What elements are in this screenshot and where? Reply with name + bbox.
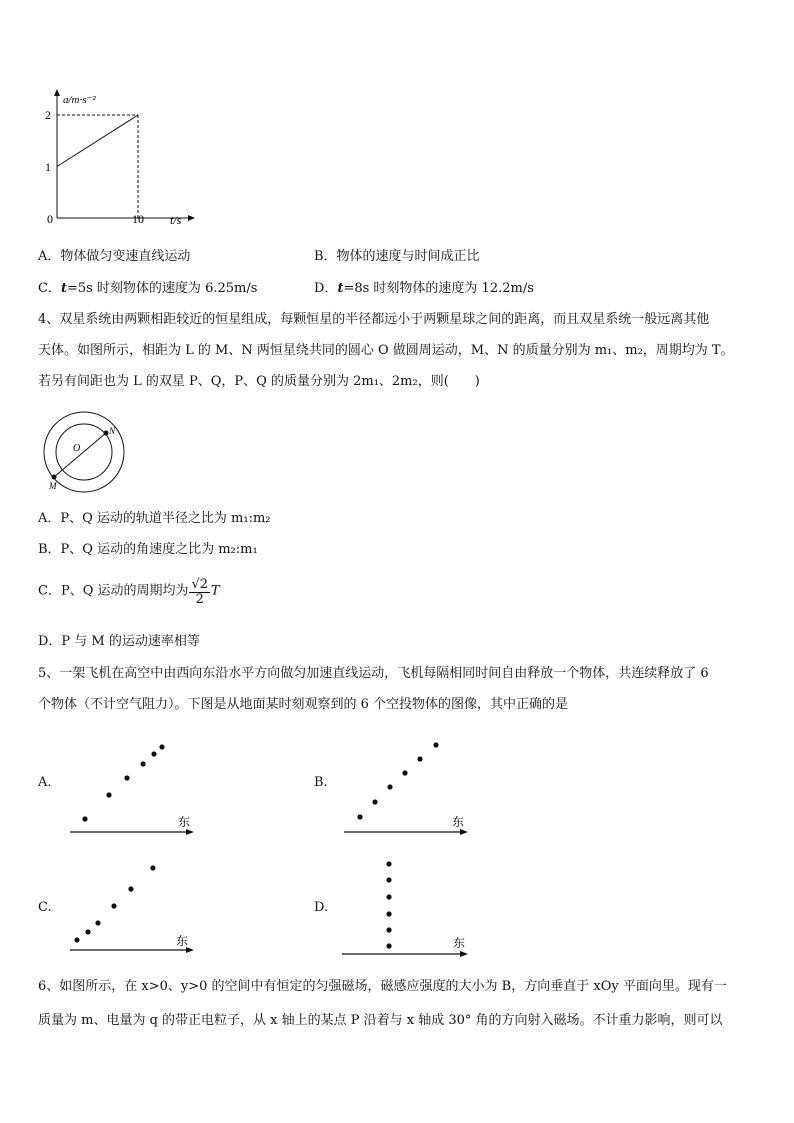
q5-panel-a [66, 735, 206, 840]
q4-stem-line1: 4、双星系统由两颗相距较近的恒星组成，每颗恒星的半径都远小于两颗星球之间的距离，而且双星系统一般远离其他 [38, 312, 710, 327]
q3-option-d-prefix: D． [314, 281, 338, 296]
q4-stem-line3: 若另有间距也为 L 的双星 P、Q，P、Q 的质量分别为 2m₁、2m₂，则( ) [38, 374, 480, 389]
drop-point [402, 770, 407, 775]
q3-option-c [38, 282, 257, 297]
drop-point [106, 792, 111, 797]
east-label: 东 [453, 936, 466, 950]
q4-stem-line2: 天体。如图所示，相距为 L 的 M、N 两恒星绕共同的圆心 O 做圆周运动，M、N 的质量分别为 m₁、m₂，周期均为 T。 [38, 343, 734, 358]
star-m [52, 475, 57, 480]
drop-point [386, 894, 391, 899]
drop-point [417, 756, 422, 761]
star-n [104, 431, 109, 436]
drop-point [386, 927, 391, 932]
binary-star-figure [36, 408, 136, 498]
y-axis-arrow [54, 89, 60, 96]
drop-point [85, 929, 90, 934]
a-t-line [57, 115, 138, 167]
q6-stem-line1: 6、如图所示，在 x>0、y>0 的空间中有恒定的匀强磁场，磁感应强度的大小为 B，方向垂直于 xOy 平面向里。现有一 [38, 979, 727, 994]
drop-point [372, 799, 377, 804]
q4-option-b: B．P、Q 运动的角速度之比为 m₂:m₁ [38, 542, 258, 557]
acceleration-time-graph [30, 85, 210, 230]
drop-point [386, 877, 391, 882]
q4-option-c-suffix: T [211, 583, 220, 599]
q5-panel-b [340, 735, 480, 840]
drop-point [387, 784, 392, 789]
y-axis-label: a/m·s⁻² [63, 94, 96, 106]
drop-point [74, 937, 79, 942]
q5-panel-a-label: A. [38, 775, 52, 790]
drop-point [124, 775, 129, 780]
drop-point [159, 744, 164, 749]
drop-point [386, 861, 391, 866]
drop-point [357, 814, 362, 819]
drop-point [140, 761, 145, 766]
drop-point [151, 751, 156, 756]
east-arrow [460, 829, 468, 835]
label-m: M [49, 481, 57, 491]
label-o: O [73, 443, 81, 454]
q4-option-c-fraction [189, 578, 210, 606]
q5-panel-c-label: C. [38, 900, 52, 915]
drop-point [433, 742, 438, 747]
fraction-denominator: 2 [195, 591, 204, 607]
drop-point [95, 920, 100, 925]
drop-point [111, 903, 116, 908]
drop-point [386, 911, 391, 916]
drop-point [128, 886, 133, 891]
q3-option-c-prefix: C． [38, 281, 61, 296]
y-tick-2: 2 [45, 108, 51, 122]
q5-panel-b-label: B. [314, 775, 328, 790]
east-label: 东 [452, 815, 465, 829]
q3-option-d [314, 282, 534, 297]
q4-option-c-prefix: C．P、Q 运动的周期均为 [38, 583, 189, 599]
q6-stem-line2: 质量为 m、电量为 q 的带正电粒子，从 x 轴上的某点 P 沿着与 x 轴成 30° 角的方向射入磁场。不计重力影响，则可以 [38, 1013, 723, 1028]
q3-option-c-var: t [60, 281, 67, 296]
label-n: N [109, 426, 116, 436]
q3-option-b: B．物体的速度与时间成正比 [314, 249, 480, 264]
q4-option-a: A．P、Q 运动的轨道半径之比为 m₁:m₂ [38, 511, 271, 526]
origin-label: 0 [47, 212, 53, 226]
x-axis-arrow [188, 215, 195, 221]
q3-option-c-rest: =5s 时刻物体的速度为 6.25m/s [66, 281, 258, 296]
y-tick-1: 1 [45, 160, 51, 174]
q3-option-d-var: t [337, 281, 344, 296]
x-tick-10: 10 [132, 212, 144, 226]
drop-point [150, 865, 155, 870]
q5-stem-line2: 个物体（不计空气阻力）。下图是从地面某时刻观察到的 6 个空投物体的图像，其中正确的是 [38, 697, 569, 712]
fraction-numerator: √2 [191, 577, 209, 592]
q4-option-d: D．P 与 M 的运动速率相等 [38, 634, 200, 649]
drop-point [82, 816, 87, 821]
east-label: 东 [178, 815, 191, 829]
q3-option-a: A．物体做匀变速直线运动 [38, 249, 191, 264]
east-label: 东 [176, 934, 189, 948]
q5-panel-d [340, 858, 480, 963]
east-arrow [186, 829, 194, 835]
q5-panel-c [66, 858, 206, 963]
x-axis-label: t/s [170, 213, 182, 227]
star-separation-line [54, 433, 106, 477]
q4-option-c [38, 578, 220, 606]
drop-point [386, 943, 391, 948]
q5-panel-d-label: D. [314, 900, 329, 915]
q3-option-d-rest: =8s 时刻物体的速度为 12.2m/s [343, 281, 534, 296]
q5-stem-line1: 5、一架飞机在高空中由西向东沿水平方向做匀加速直线运动，飞机每隔相同时间自由释放一个物体，共连续释放了 6 [38, 666, 709, 681]
east-arrow [460, 951, 468, 957]
